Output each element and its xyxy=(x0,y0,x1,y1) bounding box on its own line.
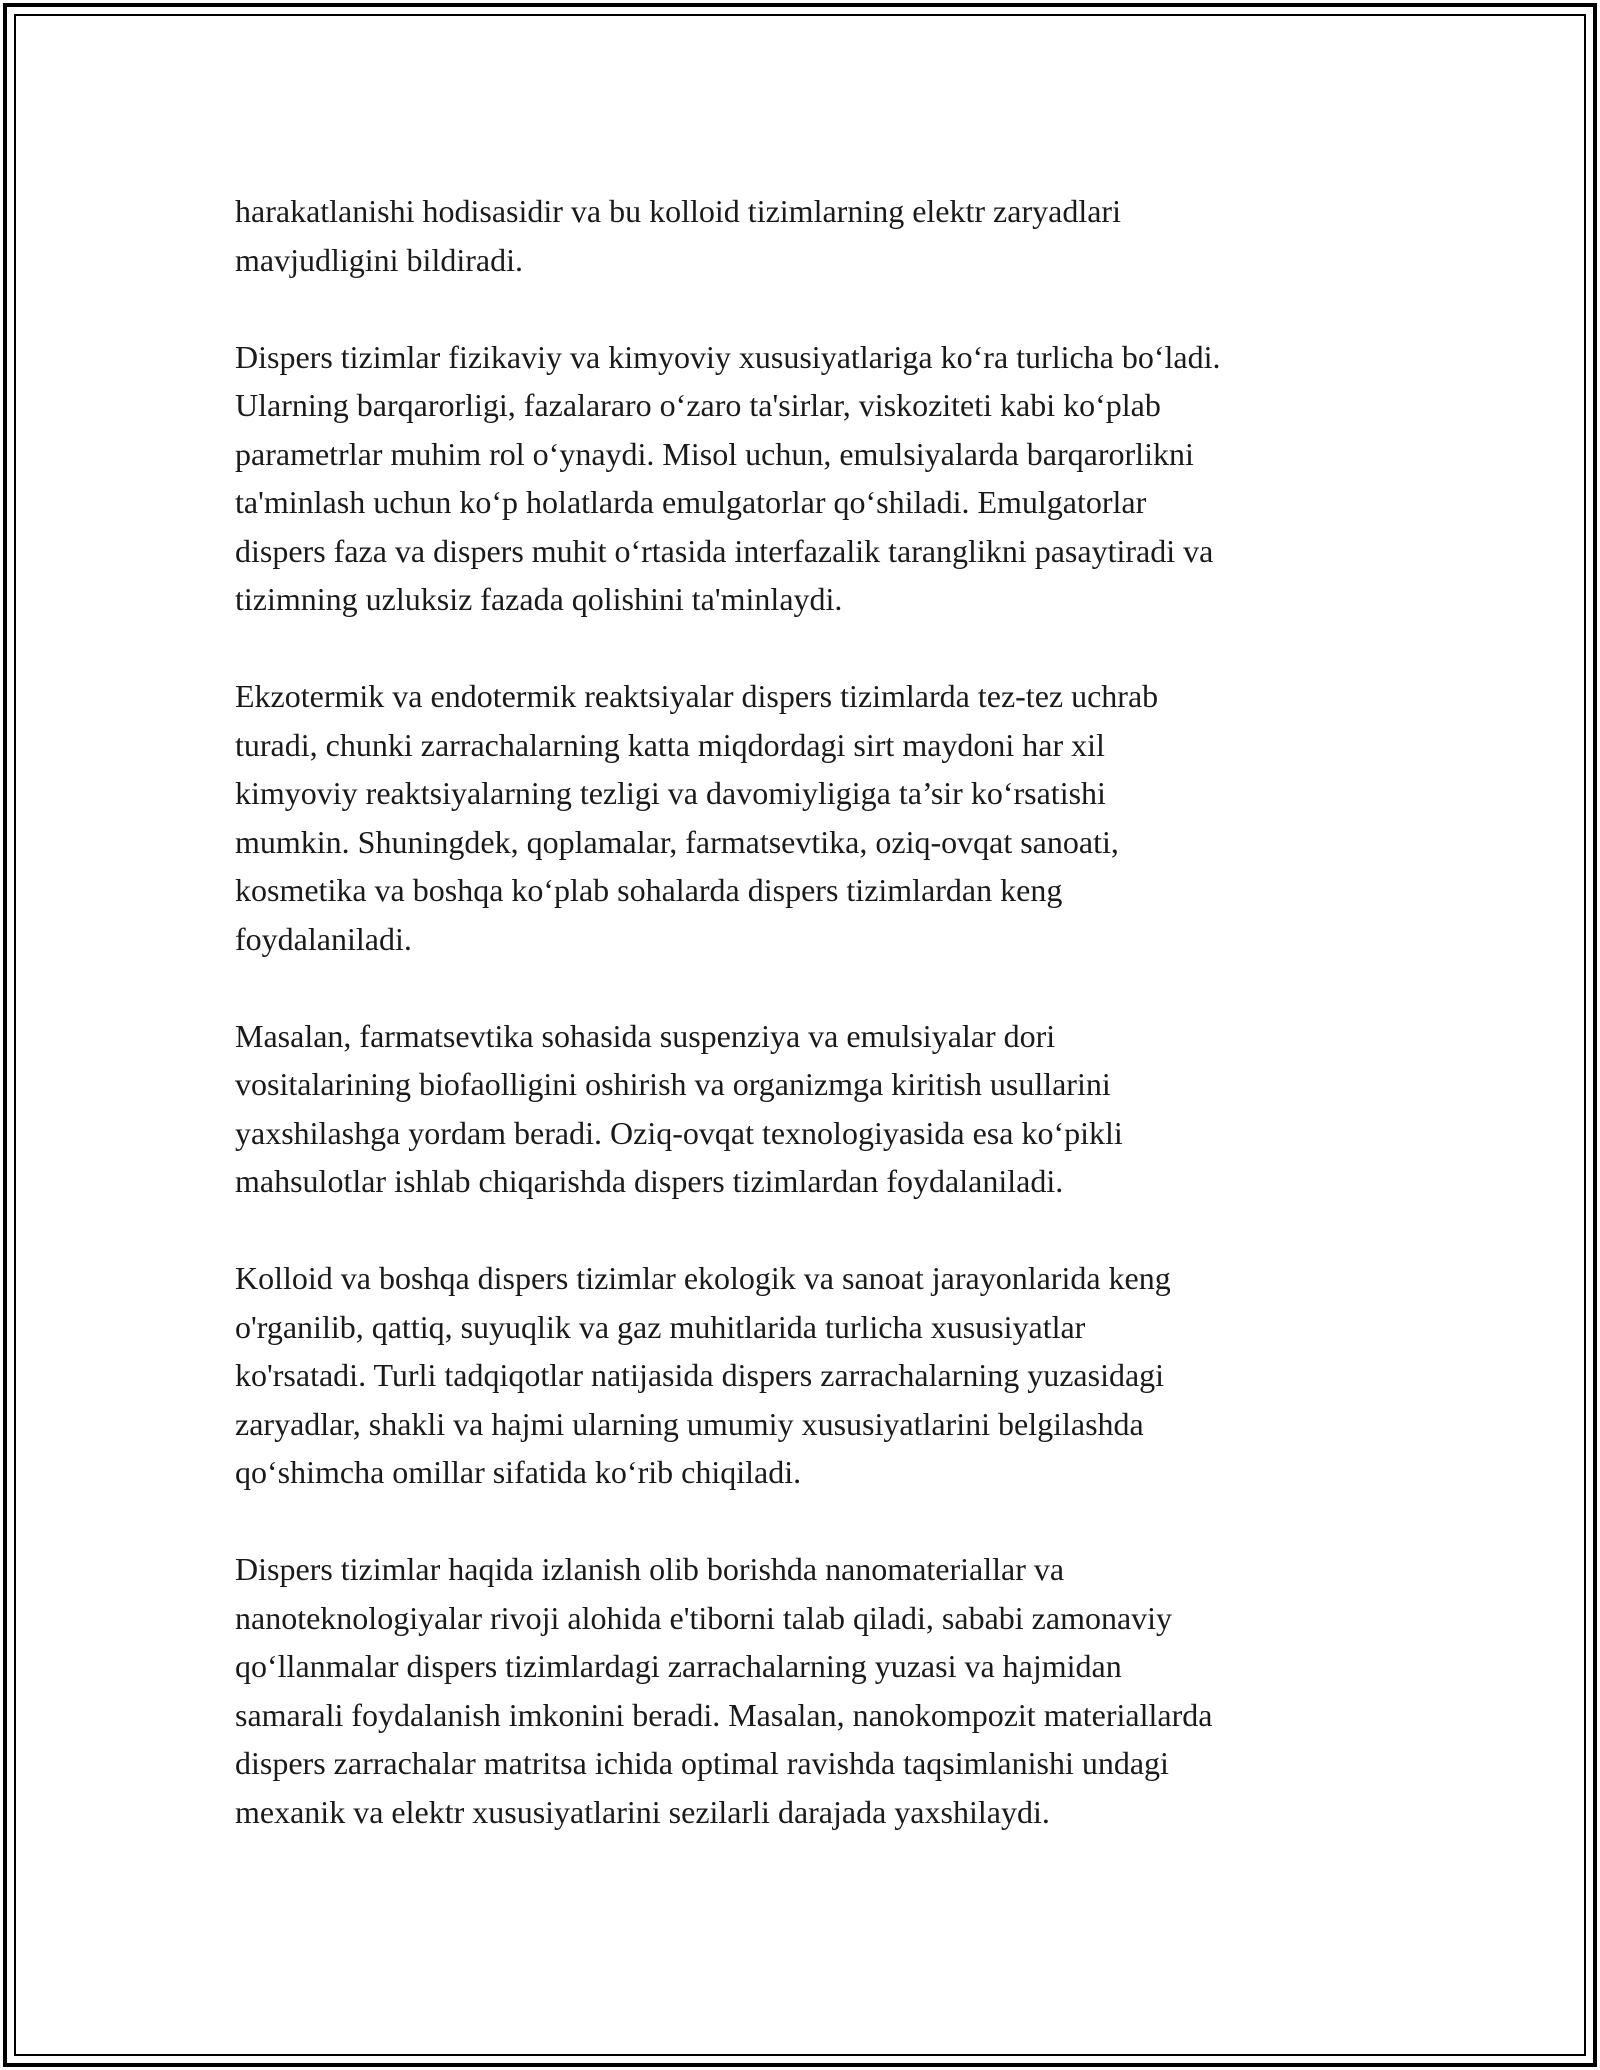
paragraph-4 xyxy=(235,1012,1385,1206)
text-line: mahsulotlar ishlab chiqarishda dispers tizimlardan foydalaniladi. xyxy=(235,1163,1064,1199)
paragraph-1 xyxy=(235,187,1385,284)
text-line: harakatlanishi hodisasidir va bu kolloid tizimlarning elektr zaryadlari xyxy=(235,193,1121,229)
text-line: Ularning barqarorligi, fazalararo o‘zaro ta'sirlar, viskoziteti kabi ko‘plab xyxy=(235,387,1161,423)
text-line: foydalaniladi. xyxy=(235,920,412,957)
text-line: o'rganilib, qattiq, suyuqlik va gaz muhitlarida turlicha xususiyatlar xyxy=(235,1308,1086,1345)
paragraph-5 xyxy=(235,1254,1385,1497)
text-line: nanoteknologiyalar rivoji alohida e'tiborni talab qiladi, sababi zamonaviy xyxy=(235,1599,1173,1636)
text-line: Dispers tizimlar haqida izlanish olib borishda nanomateriallar va xyxy=(235,1551,1065,1587)
text-line: kosmetika va boshqa ko‘plab sohalarda dispers tizimlardan keng xyxy=(235,872,1063,908)
text-line: Ekzotermik va endotermik reaktsiyalar dispers tizimlarda tez-tez uchrab xyxy=(235,678,1159,714)
text-line: qo‘shimcha omillar sifatida ko‘rib chiqiladi. xyxy=(235,1454,802,1490)
text-line: qo‘llanmalar dispers tizimlardagi zarrachalarning yuzasi va hajmidan xyxy=(235,1648,1122,1684)
text-line: mexanik va elektr xususiyatlarini sezilarli darajada yaxshilaydi. xyxy=(235,1793,1050,1830)
text-line: parametrlar muhim rol o‘ynaydi. Misol uchun, emulsiyalarda barqarorlikni xyxy=(235,435,1194,472)
text-line: dispers zarrachalar matritsa ichida optimal ravishda taqsimlanishi undagi xyxy=(235,1745,1169,1781)
text-line: kimyoviy reaktsiyalarning tezligi va davomiyligiga ta’sir ko‘rsatishi xyxy=(235,775,1106,811)
text-line: dispers faza va dispers muhit o‘rtasida interfazalik taranglikni pasaytiradi va xyxy=(235,532,1214,569)
text-line: zaryadlar, shakli va hajmi ularning umumiy xususiyatlarini belgilashda xyxy=(235,1405,1144,1442)
document-body xyxy=(235,187,1385,1885)
text-line: vositalarining biofaolligini oshirish va organizmga kiritish usullarini xyxy=(235,1066,1111,1102)
text-line: samarali foydalanish imkonini beradi. Masalan, nanokompozit materiallarda xyxy=(235,1696,1213,1733)
text-line: mumkin. Shuningdek, qoplamalar, farmatsevtika, oziq-ovqat sanoati, xyxy=(235,823,1119,860)
text-line: Masalan, farmatsevtika sohasida suspenziya va emulsiyalar dori xyxy=(235,1017,1056,1054)
paragraph-6 xyxy=(235,1545,1385,1836)
paragraph-3 xyxy=(235,672,1385,963)
text-line: turadi, chunki zarrachalarning katta miqdordagi sirt maydoni har xil xyxy=(235,726,1105,763)
text-line: ko'rsatadi. Turli tadqiqotlar natijasida dispers zarrachalarning yuzasidagi xyxy=(235,1357,1165,1393)
paragraph-2 xyxy=(235,333,1385,624)
text-line: Kolloid va boshqa dispers tizimlar ekologik va sanoat jarayonlarida keng xyxy=(235,1260,1171,1296)
text-line: tizimning uzluksiz fazada qolishini ta'minlaydi. xyxy=(235,581,843,617)
text-line: mavjudligini bildiradi. xyxy=(235,241,523,278)
text-line: yaxshilashga yordam beradi. Oziq-ovqat texnologiyasida esa ko‘pikli xyxy=(235,1114,1123,1151)
text-line: Dispers tizimlar fizikaviy va kimyoviy xususiyatlariga ko‘ra turlicha bo‘ladi. xyxy=(235,338,1221,375)
text-line: ta'minlash uchun ko‘p holatlarda emulgatorlar qo‘shiladi. Emulgatorlar xyxy=(235,484,1147,520)
